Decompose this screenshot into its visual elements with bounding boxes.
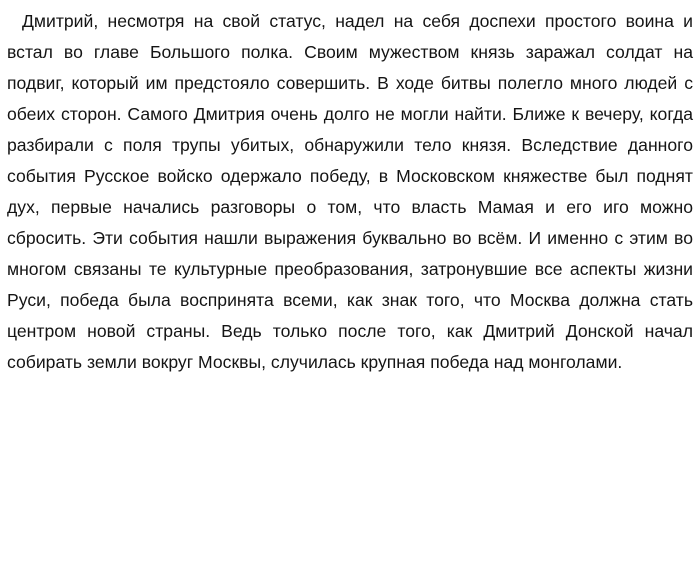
text-paragraph: Дмитрий, несмотря на свой статус, надел на себя доспехи простого воина и встал во главе Большого полка. Своим мужеством князь заражал солдат на подвиг, который им предстояло совершить. В ходе битвы полегло много людей с обеих сторон. Самого Дмитрия очень долго не могли найти. Ближе к вечеру, когда разбирали с поля трупы убитых, обнаружили тело князя. Вследствие данного события Русское войско одержало победу, в Московском княжестве был поднят дух, первые начались разговоры о том, что власть Мамая и его иго можно сбросить. Эти события нашли выражения буквально во всём. И именно с этим во многом связаны те культурные преобразования, затронувшие все аспекты жизни Руси, победа была воспринята всеми, как знак того, что Москва должна стать центром новой страны. Ведь только после того, как Дмитрий Донской начал собирать земли вокруг Москвы, случилась крупная победа над монголами. [7, 11, 693, 372]
document-body [7, 6, 693, 378]
